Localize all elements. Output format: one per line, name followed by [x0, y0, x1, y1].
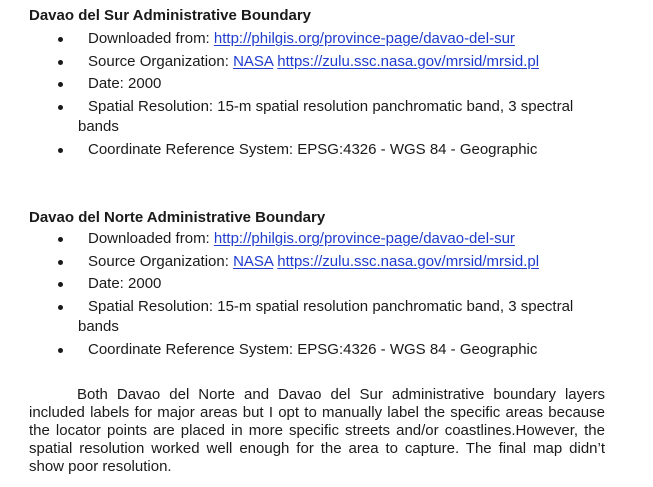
section-title-davao-del-norte: Davao del Norte Administrative Boundary	[29, 209, 326, 226]
metadata-list-davao-del-sur	[0, 29, 653, 162]
downloaded-url-link[interactable]: http://philgis.org/province-page/davao-del-sur	[213, 30, 515, 47]
date-text: Date: 2000	[88, 75, 162, 93]
metadata-list-davao-del-norte	[0, 229, 653, 362]
bullet-icon	[58, 282, 63, 287]
spatial-resolution-text: Spatial Resolution: 15-m spatial resolution panchromatic band, 3 spectral bands	[78, 298, 574, 336]
bullet-icon	[58, 60, 63, 65]
bullet-icon	[58, 237, 63, 242]
list-item-coordinate-reference-system	[0, 340, 653, 360]
bullet-icon	[58, 348, 63, 353]
source-label: Source Organization:	[88, 252, 234, 270]
list-item-source-organization	[0, 252, 653, 272]
bullet-icon	[58, 82, 63, 87]
source-org-link[interactable]: NASA	[233, 252, 274, 270]
list-item-source-organization	[0, 52, 653, 72]
bullet-icon	[58, 260, 63, 265]
list-item-downloaded-from	[0, 229, 653, 249]
source-url-link[interactable]: https://zulu.ssc.nasa.gov/mrsid/mrsid.pl	[277, 252, 540, 270]
downloaded-label: Downloaded from:	[88, 230, 214, 247]
source-label: Source Organization:	[88, 52, 234, 70]
bullet-icon	[58, 148, 63, 153]
list-item-date	[0, 74, 653, 94]
bullet-icon	[58, 37, 63, 42]
crs-text: Coordinate Reference System: EPSG:4326 - WGS 84 - Geographic	[88, 140, 538, 158]
date-text: Date: 2000	[88, 275, 162, 293]
source-url-link[interactable]: https://zulu.ssc.nasa.gov/mrsid/mrsid.pl	[277, 52, 540, 70]
bullet-icon	[58, 305, 63, 310]
list-item-downloaded-from	[0, 29, 653, 49]
bullet-icon	[58, 105, 63, 110]
list-item-spatial-resolution	[0, 97, 653, 137]
source-org-link[interactable]: NASA	[233, 52, 274, 70]
downloaded-label: Downloaded from:	[88, 30, 214, 47]
section-title-davao-del-sur: Davao del Sur Administrative Boundary	[29, 7, 312, 24]
list-item-spatial-resolution	[0, 297, 653, 337]
list-item-date	[0, 274, 653, 294]
downloaded-url-link[interactable]: http://philgis.org/province-page/davao-del-sur	[213, 230, 515, 247]
spatial-resolution-text: Spatial Resolution: 15-m spatial resolution panchromatic band, 3 spectral bands	[78, 98, 574, 136]
list-item-coordinate-reference-system	[0, 140, 653, 160]
summary-paragraph: Both Davao del Norte and Davao del Sur administrative boundary layers included labels for major areas but I opt to manually label the specific areas because the locator points are placed in more specific streets and/or coastlines.However, the spatial resolution worked well enough for the area to capture. The final map didn’t show poor resolution.	[29, 386, 605, 475]
crs-text: Coordinate Reference System: EPSG:4326 - WGS 84 - Geographic	[88, 340, 538, 358]
